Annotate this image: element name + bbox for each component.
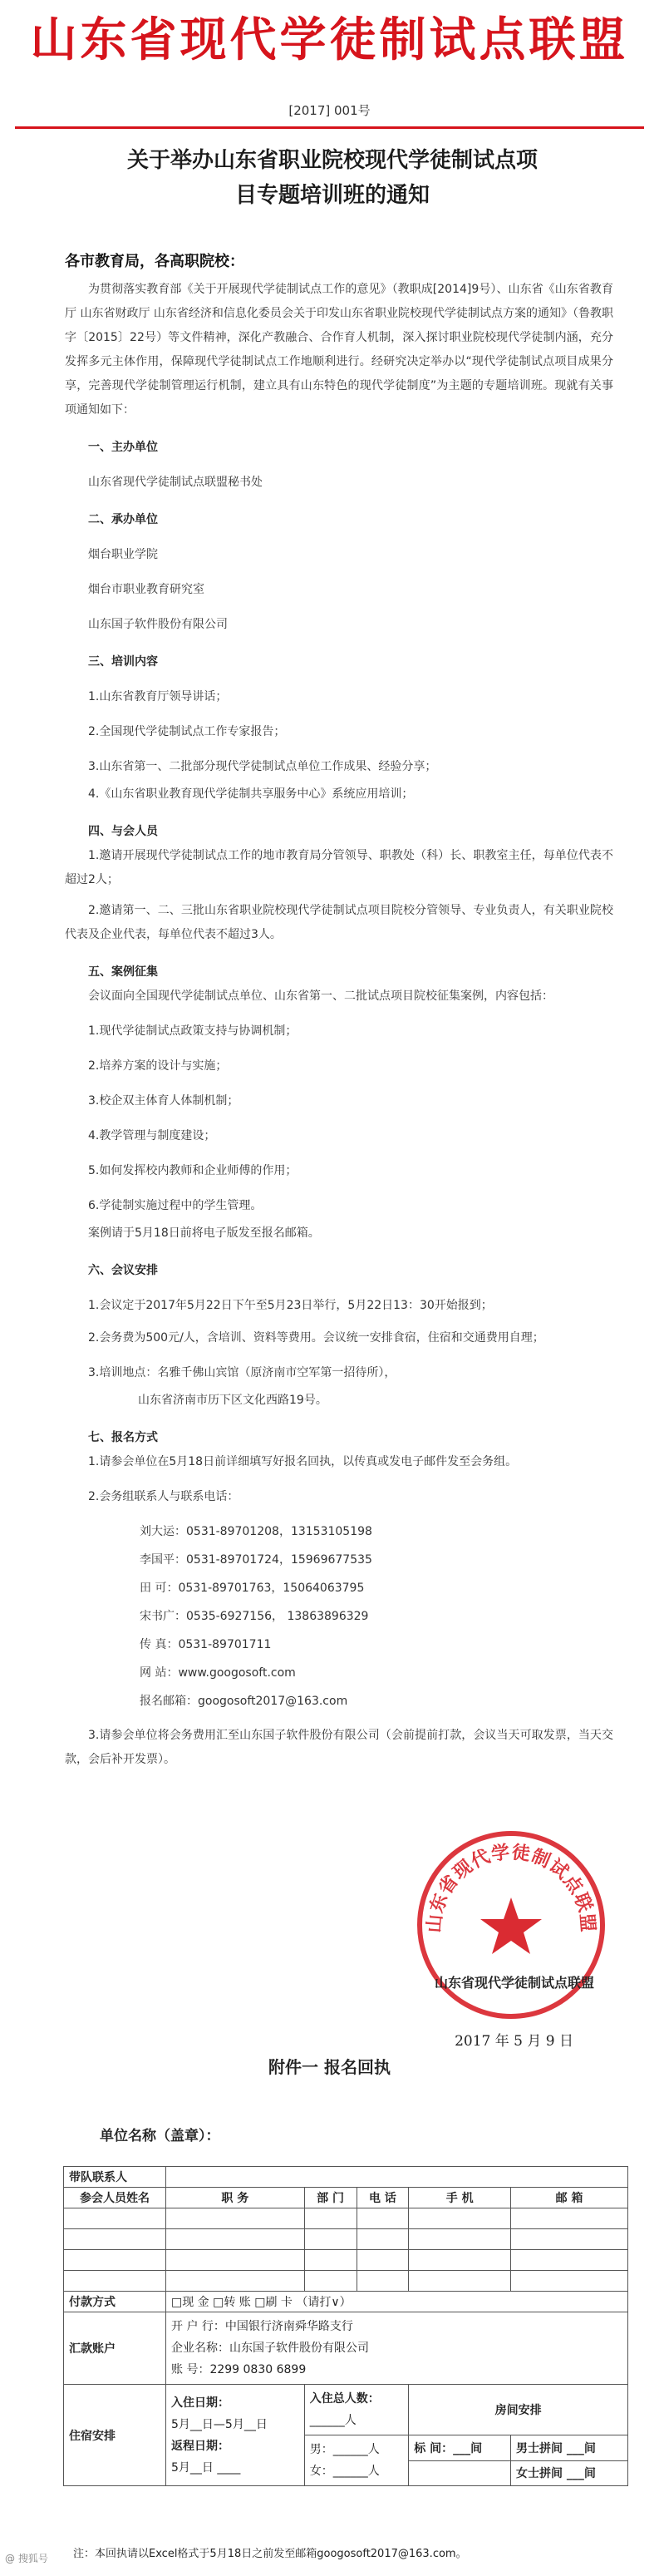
schedule-item: 2.会务费为500元/人，含培训、资料等费用。会议统一安排食宿，住宿和交通费用自理； (88, 1331, 544, 1345)
section-cases-heading: 五、案例征集 (88, 965, 158, 979)
col-mobile: 手 机 (409, 2188, 511, 2208)
title-line-2: 目专题培训班的通知 (234, 183, 430, 208)
title-line-1: 关于举办山东省职业院校现代学徒制试点项 (126, 148, 538, 173)
host-item: 山东国子软件股份有限公司 (88, 618, 228, 631)
cell[interactable] (409, 2208, 511, 2229)
section-schedule-heading: 六、会议安排 (88, 1264, 158, 1277)
notice-title (75, 143, 590, 213)
content-item: 1.山东省教育厅领导讲话； (88, 690, 228, 703)
contact-line: 田 可：0531-89701763，15064063795 (140, 1582, 365, 1595)
cell[interactable] (409, 2271, 511, 2292)
section-organizer-heading: 一、主办单位 (88, 441, 158, 454)
registration-item: 3.请参会单位将会务费用汇至山东国子软件股份有限公司（会前提前打款，会议当天可取发票，当天交款，会后补开发票）。 (65, 1729, 613, 1766)
seal-star-icon (480, 1897, 542, 1954)
cell[interactable] (64, 2208, 166, 2229)
cell[interactable] (409, 2229, 511, 2250)
seal-text: 山东省现代学徒制试点联盟 (424, 1842, 598, 1934)
contact-line: 李国平：0531-89701724，15969677535 (140, 1553, 372, 1567)
room-arrangement-label: 房间安排 (409, 2385, 628, 2435)
payment-method-options[interactable]: □现 金 □转 账 □刷 卡 （请打∨） (166, 2292, 628, 2312)
contact-line: 刘大运：0531-89701208，13153105198 (140, 1525, 372, 1538)
cell[interactable] (304, 2208, 357, 2229)
gender-count[interactable] (304, 2435, 409, 2486)
table-row (64, 2250, 628, 2271)
content-item: 3.山东省第一、二批部分现代学徒制试点单位工作成果、经验分享； (88, 760, 437, 773)
remittance-account-label: 汇款账户 (64, 2312, 166, 2385)
case-item: 6.学徒制实施过程中的学生管理。 (88, 1199, 263, 1212)
registration-form (63, 2166, 628, 2486)
checkin-label: 入住日期： (171, 2396, 229, 2410)
schedule-item: 1.会议定于2017年5月22日下午至5月23日举行，5月22日13：30开始报到； (88, 1299, 493, 1312)
content-item: 4.《山东省职业教育现代学徒制共享服务中心》系统应用培训； (88, 787, 414, 801)
cell[interactable] (511, 2271, 628, 2292)
cell[interactable] (166, 2250, 305, 2271)
contact-line: 传 真：0531-89701711 (140, 1638, 272, 1651)
section-content-heading: 三、培训内容 (88, 655, 158, 669)
host-item: 烟台职业学院 (88, 548, 158, 561)
col-email: 邮 箱 (511, 2188, 628, 2208)
male-count: 男：______人 (309, 2443, 380, 2456)
registration-item: 1.请参会单位在5月18日前详细填写好报名回执，以传真或发电子邮件发至会务组。 (88, 1455, 518, 1468)
lodging-label: 住宿安排 (64, 2385, 166, 2486)
form-row-account (64, 2312, 628, 2385)
case-item: 4.教学管理与制度建设； (88, 1129, 216, 1142)
table-row (64, 2208, 628, 2229)
official-seal (407, 1821, 615, 2029)
form-row-contact (64, 2167, 628, 2188)
red-divider (15, 126, 644, 129)
cell[interactable] (511, 2208, 628, 2229)
checkin-value: 5月__日—5月__日 (171, 2417, 268, 2431)
cell[interactable] (409, 2250, 511, 2271)
cell[interactable] (511, 2250, 628, 2271)
cell[interactable] (357, 2250, 409, 2271)
unit-name-label: 单位名称（盖章）： (100, 2128, 220, 2144)
section-registration-heading: 七、报名方式 (88, 1431, 158, 1444)
cell[interactable] (166, 2271, 305, 2292)
cell[interactable] (64, 2271, 166, 2292)
signer-name: 山东省现代学徒制试点联盟 (434, 1975, 594, 1991)
table-row (64, 2229, 628, 2250)
col-department: 部 门 (304, 2188, 357, 2208)
checkout-label: 返程日期： (171, 2439, 229, 2453)
contact-email: 报名邮箱：googosoft2017@163.com (140, 1695, 348, 1708)
source-watermark: @ 搜狐号 (5, 2553, 48, 2564)
standard-room[interactable]: 标 间：___间 (409, 2435, 511, 2461)
account-number: 账 号：2299 0830 6899 (171, 2363, 307, 2376)
case-item: 3.校企双主体育人体制机制； (88, 1094, 239, 1108)
female-shared-room[interactable]: 女士拼间 ___间 (511, 2460, 628, 2486)
cell[interactable] (64, 2250, 166, 2271)
table-row (64, 2271, 628, 2292)
col-position: 职 务 (166, 2188, 305, 2208)
contact-person-label: 带队联系人 (64, 2167, 166, 2188)
empty-cell[interactable] (409, 2460, 511, 2486)
contact-line: 宋书广：0535-6927156， 13863896329 (140, 1610, 369, 1623)
contact-person-cell[interactable] (166, 2167, 628, 2188)
cases-outro: 案例请于5月18日前将电子版发至报名邮箱。 (88, 1226, 320, 1240)
col-attendee-name: 参会人员姓名 (64, 2188, 166, 2208)
male-shared-room[interactable]: 男士拼间 ___间 (511, 2435, 628, 2461)
form-row-lodging (64, 2385, 628, 2435)
document-number: [2017] 001号 (288, 103, 371, 118)
host-item: 烟台市职业教育研究室 (88, 583, 204, 596)
form-row-payment (64, 2292, 628, 2312)
count-value: ______人 (309, 2414, 357, 2427)
venue-address: 山东省济南市历下区文化西路19号。 (138, 1394, 327, 1407)
masthead-title: 山东省现代学徒制试点联盟 (30, 12, 629, 67)
bank-name: 开 户 行：中国银行济南舜华路支行 (171, 2320, 353, 2333)
cell[interactable] (304, 2229, 357, 2250)
company-name: 企业名称：山东国子软件股份有限公司 (171, 2342, 369, 2355)
notice-body (65, 249, 613, 1772)
lodging-count[interactable] (304, 2385, 409, 2435)
intro-paragraph: 为贯彻落实教育部《关于开展现代学徒制试点工作的意见》（教职成[2014]9号）、山东省《山东省教育厅 山东省财政厅 山东省经济和信息化委员会关于印发山东省职业院校现代学徒制试点方案的通知》（鲁教职字〔2015〕22号）等文件精神，深化产教融合、合作育人机制，深入探讨职业院校现代学徒制内涵，充分发挥多元主体作用，保障现代学徒制试点工作地顺利进行。经研究决定举办以“现代学徒制试点项目成果分享，完善现代学徒制管理运行机制，建立具有山东特色的现代学徒制度”为主题的专题培训班。现就有关事项通知如下： (65, 283, 613, 417)
cell[interactable] (64, 2229, 166, 2250)
count-label: 入住总人数： (309, 2392, 380, 2406)
checkout-value: 5月__日 ____ (171, 2460, 241, 2475)
cell[interactable] (166, 2229, 305, 2250)
cell[interactable] (511, 2229, 628, 2250)
schedule-item: 3.培训地点：名雅千佛山宾馆（原济南市空军第一招待所）， (88, 1366, 396, 1379)
cases-intro: 会议面向全国现代学徒制试点单位、山东省第一、二批试点项目院校征集案例，内容包括： (88, 989, 553, 1003)
case-item: 5.如何发挥校内教师和企业师傅的作用； (88, 1164, 298, 1177)
form-header-row (64, 2188, 628, 2208)
contact-website: 网 站：www.googosoft.com (140, 1666, 296, 1680)
section-attendees-heading: 四、与会人员 (88, 825, 158, 838)
content-item: 2.全国现代学徒制试点工作专家报告； (88, 725, 286, 738)
attendee-item: 1.邀请开展现代学徒制试点工作的地市教育局分管领导、职教处（科）长、职教室主任，每单位代表不超过2人； (65, 849, 613, 886)
remittance-account-details (166, 2312, 628, 2385)
case-item: 1.现代学徒制试点政策支持与协调机制； (88, 1024, 298, 1038)
payment-method-label: 付款方式 (64, 2292, 166, 2312)
cell[interactable] (357, 2208, 409, 2229)
form-note: 注：本回执请以Excel格式于5月18日之前发至邮箱googosoft2017@163.com。 (73, 2548, 467, 2560)
cell[interactable] (304, 2250, 357, 2271)
attachment-title: 附件一 报名回执 (268, 2057, 391, 2077)
organizer-item: 山东省现代学徒制试点联盟秘书处 (88, 476, 263, 489)
section-host-heading: 二、承办单位 (88, 513, 158, 526)
signature-date: 2017 年 5 月 9 日 (455, 2033, 573, 2050)
registration-item: 2.会务组联系人与联系电话： (88, 1490, 239, 1503)
cell[interactable] (166, 2208, 305, 2229)
lodging-dates[interactable] (166, 2385, 305, 2486)
cell[interactable] (357, 2271, 409, 2292)
female-count: 女：______人 (309, 2465, 380, 2478)
attendee-item: 2.邀请第一、二、三批山东省职业院校现代学徒制试点项目院校分管领导、专业负责人，有关职业院校代表及企业代表，每单位代表不超过3人。 (65, 904, 613, 941)
col-phone: 电 话 (357, 2188, 409, 2208)
salutation: 各市教育局，各高职院校： (65, 253, 244, 270)
cell[interactable] (357, 2229, 409, 2250)
case-item: 2.培养方案的设计与实施； (88, 1059, 228, 1073)
cell[interactable] (304, 2271, 357, 2292)
